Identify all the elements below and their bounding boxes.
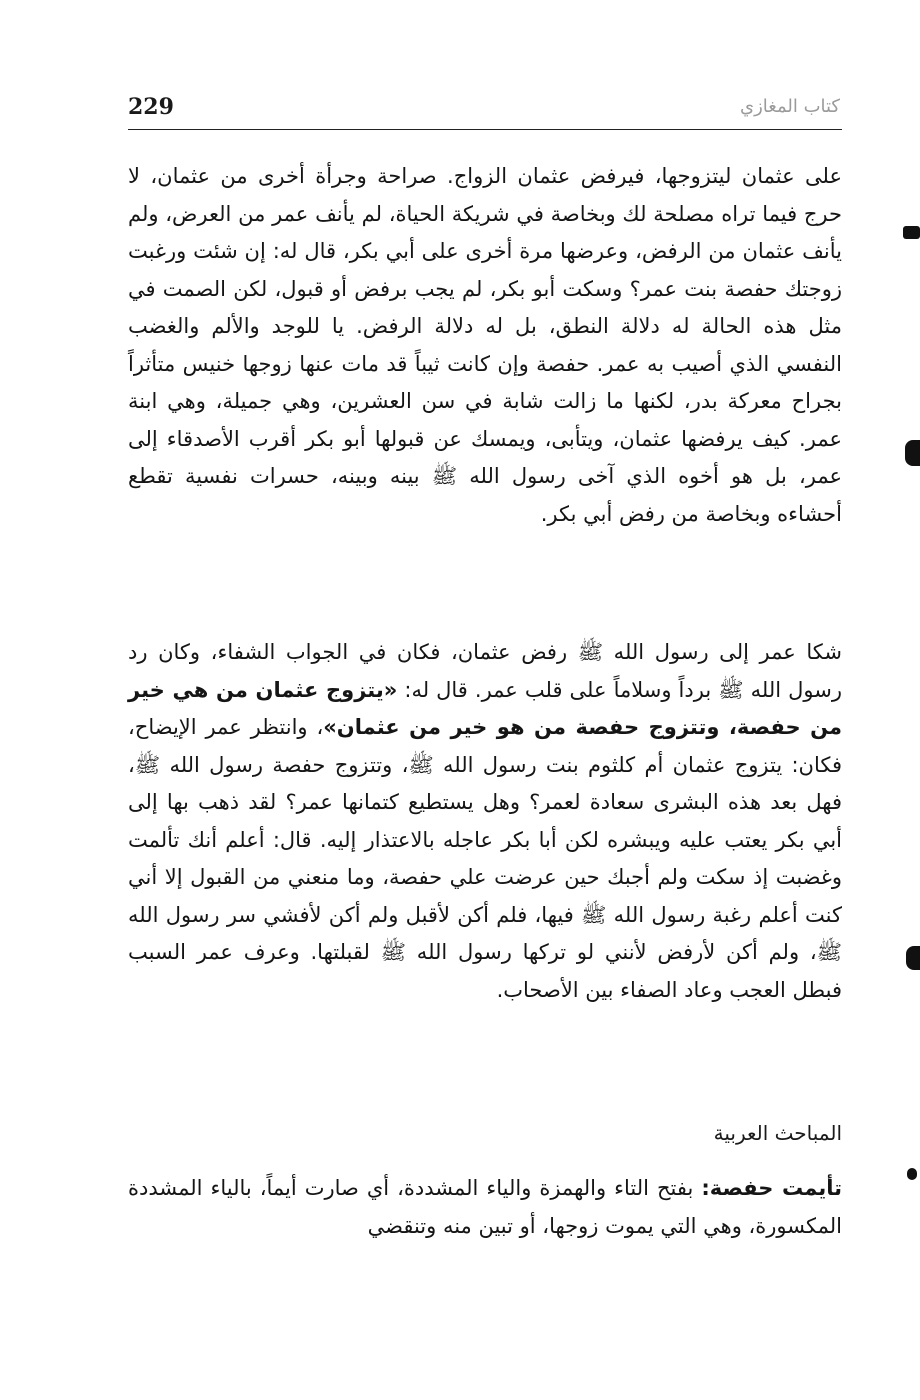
- scan-edge-mark: [905, 440, 920, 466]
- scan-edge-mark: [906, 946, 920, 970]
- body-paragraph-2: [128, 634, 842, 1009]
- glossary-definition: بفتح التاء والهمزة والياء المشددة، أي صارت أيماً، بالياء المشددة المكسورة، وهي التي يموت زوجها، أو تبين منه وتنقضي: [128, 1176, 842, 1238]
- header-rule: [128, 129, 842, 130]
- scan-edge-mark: [903, 226, 920, 239]
- page-header: [128, 92, 840, 126]
- section-heading: المباحث العربية: [713, 1121, 842, 1145]
- page-number: 229: [128, 94, 174, 120]
- scan-edge-mark: [907, 1168, 917, 1180]
- glossary-paragraph: [128, 1170, 842, 1245]
- running-head: كتاب المغازي: [740, 96, 840, 117]
- paragraph-2-intro: شكا عمر إلى رسول الله ﷺ رفض عثمان، فكان في الجواب الشفاء، وكان رد رسول الله ﷺ برداً وسلاماً على قلب عمر. قال له:: [128, 640, 842, 702]
- glossary-term: تأيمت حفصة:: [701, 1176, 842, 1200]
- body-paragraph-1: على عثمان ليتزوجها، فيرفض عثمان الزواج. صراحة وجرأة أخرى من عثمان، لا حرج فيما تراه مصلحة لك وبخاصة في شريكة الحياة، لم يأنف عمر من العرض، ولم يأنف عثمان من الرفض، وعرضها مرة أخرى على أبي بكر، قال له: إن شئت ورغبت زوجتك حفصة بنت عمر؟ وسكت أبو بكر، لم يجب برفض أو قبول، لكن الصمت في مثل هذه الحالة له دلالة النطق، بل له دلالة الرفض. يا للوجد والألم والغضب النفسي الذي أصيب به عمر. حفصة وإن كانت ثيباً قد مات عنها زوجها خنيس متأثراً بجراح معركة بدر، لكنها ما زالت شابة في سن العشرين، وهي جميلة، وهي ابنة عمر. كيف يرفضها عثمان، ويتأبى، ويمسك عن قبولها أبو بكر أقرب الأصدقاء إلى عمر، بل هو أخوه الذي آخى رسول الله ﷺ بينه وبينه، حسرات نفسية تقطع أحشاءه وبخاصة من رفض أبي بكر.: [128, 164, 842, 526]
- prophet-quote: «يتزوج عثمان من هي خير من حفصة، وتتزوج حفصة من هو خير من عثمان»: [128, 677, 842, 739]
- paragraph-2-rest: ، وانتظر عمر الإيضاح، فكان: يتزوج عثمان أم كلثوم بنت رسول الله ﷺ، وتتزوج حفصة رسول الله ﷺ، فهل بعد هذه البشرى سعادة لعمر؟ وهل يستطيع كتمانها عمر؟ لقد ذهب بها إلى أبي بكر يعتب عليه ويبشره لكن أبا بكر عاجله بالاعتذار إليه. قال: أعلم أنك تألمت وغضبت إذ سكت ولم أجبك حين عرضت علي حفصة، وما منعني من القبول إلا أني كنت أعلم رغبة رسول الله ﷺ فيها، فلم أكن لأقبل ولم أكن لأفشي سر رسول الله ﷺ، ولم أكن لأرفض لأنني لو تركها رسول الله ﷺ لقبلتها. وعرف عمر السبب فبطل العجب وعاد الصفاء بين الأصحاب.: [128, 715, 842, 1002]
